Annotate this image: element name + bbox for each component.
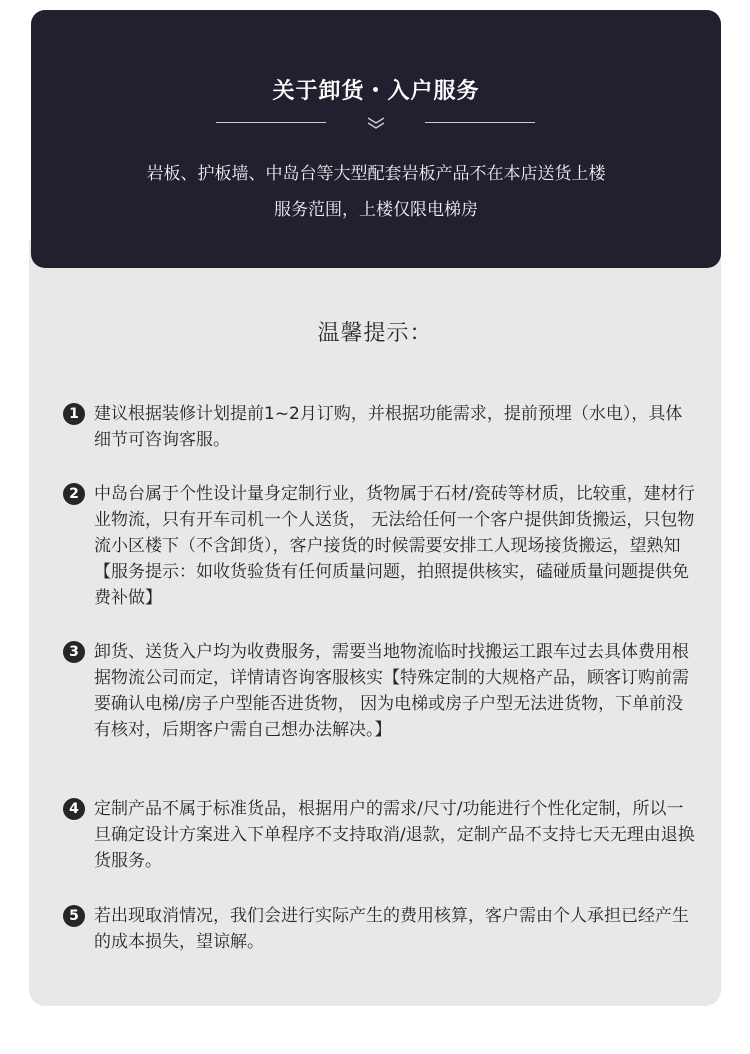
number-badge-icon: 2	[63, 483, 85, 505]
header-line-1: 岩板、护板墙、中岛台等大型配套岩板产品不在本店送货上楼	[146, 164, 606, 184]
header-line-2: 服务范围，上楼仅限电梯房	[274, 200, 478, 220]
tip-text: 卸货、送货入户均为收费服务，需要当地物流临时找搬运工跟车过去具体费用根据物流公司而定，详情请咨询客服核实【特殊定制的大规格产品，顾客订购前需要确认电梯/房子户型能否进货物， 因为电梯或房子户型无法进货物，下单前没有核对，后期客户需自己想办法解决。】	[94, 642, 689, 740]
number-badge-icon: 5	[63, 905, 85, 927]
header-title: 关于卸货・入户服务	[272, 79, 480, 104]
double-chevron-down-icon	[362, 114, 390, 132]
tips-title: 温馨提示：	[317, 321, 433, 346]
tip-text: 定制产品不属于标准货品，根据用户的需求/尺寸/功能进行个性化定制，所以一旦确定设计方案进入下单程序不支持取消/退款，定制产品不支持七天无理由退换货服务。	[94, 799, 695, 871]
tip-text: 中岛台属于个性设计量身定制行业，货物属于石材/瓷砖等材质，比较重，建材行业物流，只有开车司机一个人送货， 无法给任何一个客户提供卸货搬运，只包物流小区楼下（不含卸货），客户接货的时候需要安排工人现场接货搬运，望熟知【服务提示：如收货验货有任何质量问题，拍照提供核实，磕碰质量问题提供免费补做】	[94, 484, 695, 608]
divider-line-left	[216, 122, 326, 123]
tips-panel	[29, 240, 721, 1006]
tip-item-1	[63, 401, 695, 453]
tip-text: 建议根据装修计划提前1~2月订购，并根据功能需求，提前预埋（水电），具体细节可咨询客服。	[94, 404, 683, 450]
number-badge-icon: 4	[63, 798, 85, 820]
divider-line-right	[425, 122, 535, 123]
header-description	[51, 156, 701, 228]
tip-text: 若出现取消情况，我们会进行实际产生的费用核算，客户需由个人承担已经产生的成本损失，望谅解。	[94, 906, 689, 952]
tip-item-5	[63, 903, 695, 955]
delivery-service-header	[31, 10, 721, 268]
tip-item-3	[63, 639, 695, 743]
number-badge-icon: 1	[63, 403, 85, 425]
number-badge-icon: 3	[63, 641, 85, 663]
tip-item-2	[63, 481, 695, 611]
tip-item-4	[63, 796, 695, 874]
